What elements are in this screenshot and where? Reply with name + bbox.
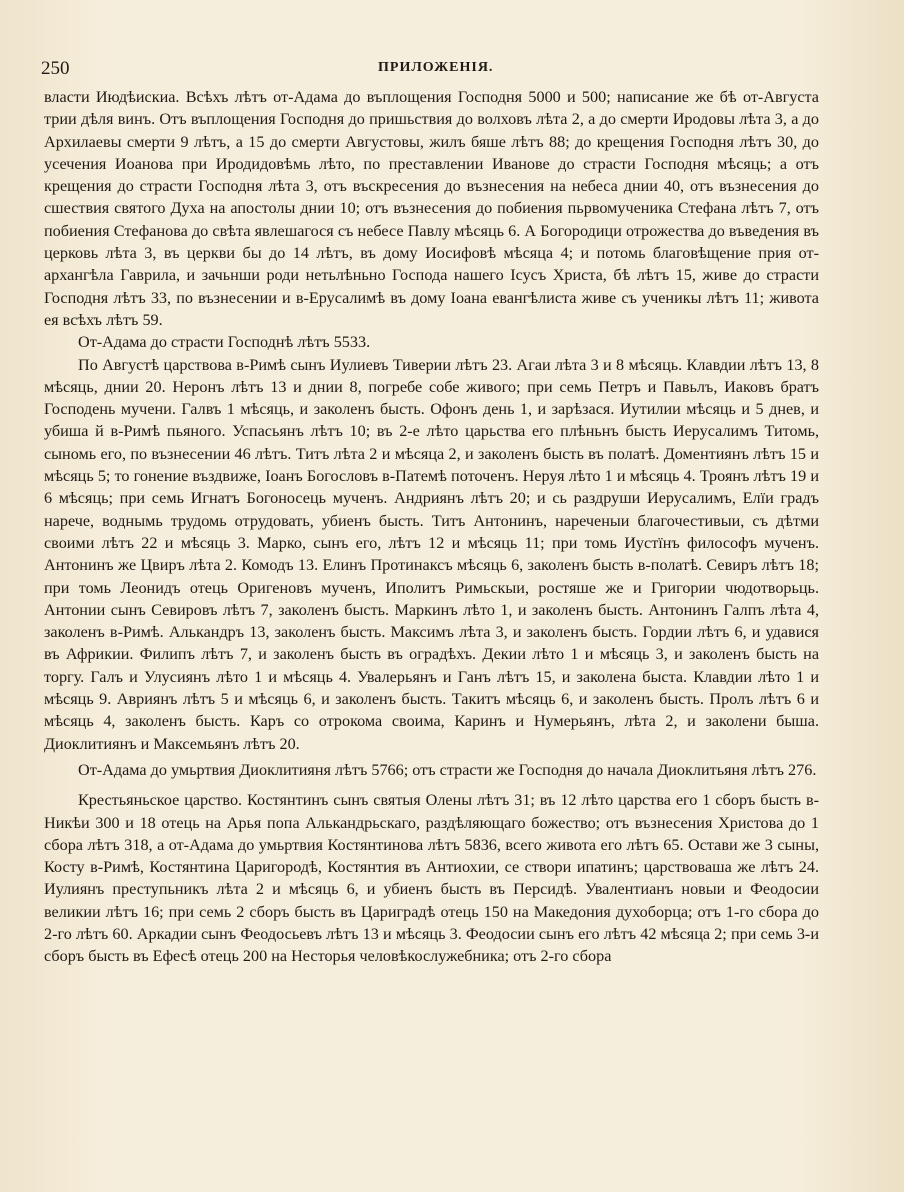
paragraph-diocletian: От-Адама до умьртвия Диоклитияня лѣтъ 5766; отъ страсти же Господня до начала Диоклитьяня лѣтъ 276. [78,760,817,779]
page-header [41,58,824,84]
body-text [44,86,819,968]
running-head: ПРИЛОЖЕНІЯ. [378,60,494,75]
page-number: 250 [41,58,70,79]
paragraph-roman-emperors: По Августѣ царствова в-Римѣ сынъ Иулиевъ Тиверии лѣтъ 23. Агаи лѣта 3 и 8 мѣсяць. Клавдии лѣтъ 13, 8 мѣсяць, днии 20. Неронъ лѣтъ 13 и днии 8, погребе собе живого; при семь Петръ и Павьлъ, Иаковъ братъ Господень мучени. Галвъ 1 мѣсяць, и заколенъ бысть. Офонъ день 1, и зарѣзася. Иутилии мѣсяць и 5 днев, и убиша й в-Римѣ пьяного. Успасьянъ лѣтъ 10; въ 2-е лѣто царьства его плѣньнъ бысть Иерусалимъ Титомь, сыномь его, по възнесении 46 лѣтъ. Титъ лѣта 2 и мѣсяца 2, и заколенъ бысть въ полатѣ. Доментиянъ лѣтъ 15 и мѣсяць 5; то гонение въздвиже, Іоанъ Богословъ в-Патемѣ поточенъ. Неруя лѣто 1 и мѣсяць 4. Троянъ лѣтъ 19 и 6 мѣсяць; при семь Игнатъ Богоносець мученъ. Андриянъ лѣтъ 20; и сь раздруши Иерусалимъ, Елїи градъ нарече, воднымь трудомь отрудовать, убиенъ бысть. Титъ Антонинъ, нареченыи благочестивыи, съ дѣтми своими лѣтъ 22 и мѣсяць 3. Марко, сынъ его, лѣтъ 12 и мѣсяць 11; при томь Иустїнъ философъ мученъ. Антонинъ же Цвиръ лѣта 2. Комодъ 13. Елинъ Протинаксъ мѣсяць 6, заколенъ бысть в-полатѣ. Севиръ лѣтъ 18; при томь Леонидъ отець Оригеновъ мученъ, Иполитъ Римьскыи, ростяше же и Григории чюдотворьць. Антонии сынъ Севировъ лѣтъ 7, заколенъ бысть. Маркинъ лѣто 1, и заколенъ бысть. Антонинъ Галпъ лѣта 4, заколенъ в-Римѣ. Алькандръ 13, заколенъ бысть. Максимъ лѣта 3, и заколенъ бысть. Гордии лѣтъ 6, и удавися въ Африкии. Филипъ лѣтъ 7, и заколенъ бысть въ оградѣхъ. Декии лѣто 1 и мѣсяць 3, и заколенъ бысть на торгу. Галъ и Улусиянъ лѣто 1 и мѣсяць 4. Увалерьянъ и Ганъ лѣтъ 15, и заколена быста. Клавдии лѣто 1 и мѣсяць 9. Авриянъ лѣтъ 5 и мѣсяць 6, и заколенъ бысть. Такитъ мѣсяць 6, и заколенъ бысть. Пролъ лѣтъ 6 и мѣсяць 4, заколенъ бысть. Каръ со отрокома своима, Каринъ и Нумерьянъ, лѣта 2, и заколени быша. Диоклитиянъ и Максемьянъ лѣтъ 20. [44,355,819,753]
paragraph-christian-kingdom: Крестьяньское царство. Костянтинъ сынъ святыя Олены лѣтъ 31; въ 12 лѣто царства его 1 сборъ бысть в-Никѣи 300 и 18 отець на Арья попа Алькандрьскаго, раздѣляющаго божество; отъ възнесения Христова до 1 сбора лѣтъ 318, а от-Адама до умьртвия Костянтинова лѣтъ 5836, всего живота его лѣтъ 65. Остави же 3 сыны, Косту в-Римѣ, Костянтина Царигородѣ, Костянтия въ Антиохии, се створи ипатинъ; царствоваша же лѣтъ 24. Иулиянъ преступьникъ лѣта 2 и мѣсяць 6, и убиенъ бысть въ Персидѣ. Увалентианъ новыи и Феодосии великии лѣтъ 16; при семь 2 сборъ бысть въ Цариградѣ отець 150 на Македония духоборца; отъ 1-го сбора до 2-го лѣтъ 60. Аркадии сынъ Феодосьевъ лѣтъ 13 и мѣсяць 3. Феодосии сынъ его лѣтъ 42 мѣсяца 2; при семь 3-и сборъ бысть въ Ефесѣ отець 200 на Несторья человѣкослужебника; отъ 2-го сбора [44,791,819,966]
paragraph-chronology: власти Июдѣискиа. Всѣхъ лѣтъ от-Адама до въплощения Господня 5000 и 500; написание же бѣ от-Августа трии дѣля винъ. Отъ въплощения Господня до пришьствия до волховъ лѣта 2, а до смерти Иродовы лѣта 3, а до Архилаевы смерти 9 лѣтъ, а 15 до смерти Августовы, жилъ бяше лѣтъ 88; до крещения Господня лѣтъ 30, до усечения Иоанова при Иродидовѣмь лѣто, по преставлении Иванове до страсти Господня мѣсяць; а отъ крещения до страсти Господня лѣта 3, отъ въскресения до възнесения на небеса днии 40, отъ възнесения до сшествия святого Духа на апостолы днии 10; отъ възнесения до побиения пьрвомученика Стефана лѣтъ 7, отъ побиения Стефанова до свѣта явлешагося съ небесе Павлу мѣсяць 6. А Богородици отрожества до въведения въ церковь лѣта 3, въ церкви бы до 14 лѣтъ, въ дому Иосифовѣ мѣсяца 4; и потомь благовѣщение прия от-архангѣла Гаврила, и зачьнши роди нетьлѣньно Господа нашего Ісусъ Христа, бѣ лѣтъ 15, живе до страсти Господня лѣтъ 33, по възнесении и в-Ерусалимѣ въ дому Іоана евангѣлиста живе съ ученикы лѣтъ 11; живота ея всѣхъ лѣтъ 59. [44,88,819,329]
paragraph-adam-to-passion: От-Адама до страсти Господнѣ лѣтъ 5533. [78,333,371,352]
